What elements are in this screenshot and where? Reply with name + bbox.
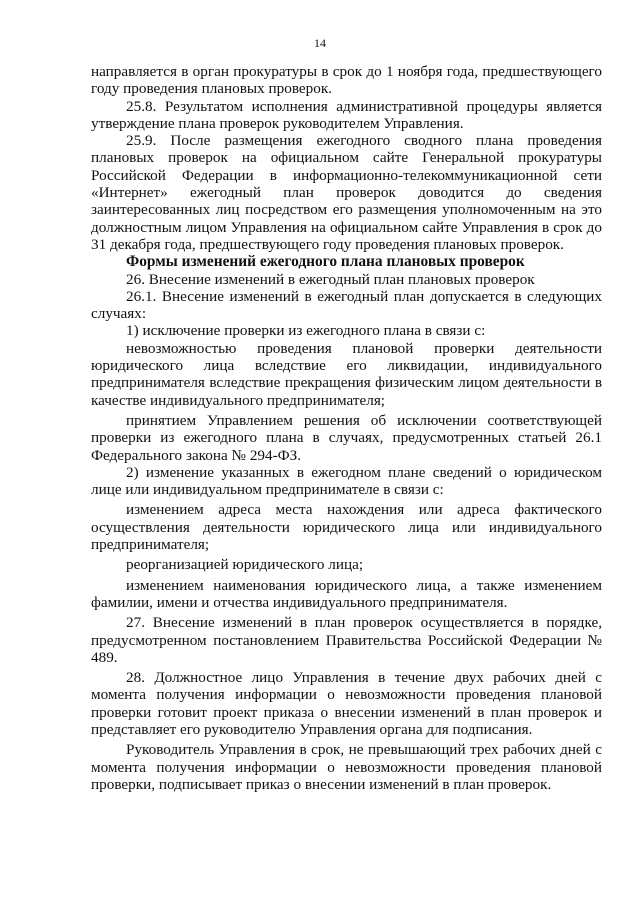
list-subitem-liquidation: невозможностью проведения плановой проверки деятельности юридического лица вследствие его ликвидации, индивидуального предпринимателя вследствие прекращения физическим лицом деятельности в качестве индивидуального предпринимателя;: [91, 339, 602, 409]
paragraph-27: 27. Внесение изменений в план проверок осуществляется в порядке, предусмотренном постановлением Правительства Российской Федерации № 489.: [91, 614, 602, 666]
list-item-2: 2) изменение указанных в ежегодном плане сведений о юридическом лице или индивидуальном предпринимателе в связи с:: [91, 463, 602, 499]
paragraph-25-9: 25.9. После размещения ежегодного сводного плана проведения плановых проверок на официальном сайте Генеральной прокуратуры Российской Федерации в информационно-телекоммуникационной сети «Интернет» ежегодный план проверок доводится до сведения заинтересованных лиц посредством его размещения уполномоченным на это должностным лицом Управления на официальном сайте Управления в срок до 31 декабря года, предшествующего году проведения плановых проверок.: [91, 132, 602, 253]
paragraph-26: 26. Внесение изменений в ежегодный план плановых проверок: [126, 270, 535, 288]
section-heading: Формы изменений ежегодного плана плановых проверок: [126, 253, 525, 271]
list-subitem-exclusion-decision: принятием Управлением решения об исключении соответствующей проверки из ежегодного плана в случаях, предусмотренных статьей 26.1 Федерального закона № 294-ФЗ.: [91, 411, 602, 464]
page-number: 14: [314, 36, 326, 50]
list-item-1: 1) исключение проверки из ежегодного плана в связи с:: [126, 322, 486, 340]
paragraph-25-8: 25.8. Результатом исполнения административной процедуры является утверждение плана проверок руководителем Управления.: [91, 97, 602, 132]
paragraph-28: 28. Должностное лицо Управления в течение двух рабочих дней с момента получения информации о невозможности проведения плановой проверки готовит проект приказа о внесении изменений в план проверок и представляет его руководителю Управления органа для подписания.: [91, 669, 602, 738]
list-subitem-reorganization: реорганизацией юридического лица;: [126, 556, 364, 574]
list-subitem-address-change: изменением адреса места нахождения или адреса фактического осуществления деятельности юридического лица или индивидуального предпринимателя;: [91, 501, 602, 554]
paragraph-head-signature: Руководитель Управления в срок, не превышающий трех рабочих дней с момента получения информации о невозможности проведения плановой проверки, подписывает приказ о внесении изменений в план проверок.: [91, 741, 602, 793]
paragraph-26-1: 26.1. Внесение изменений в ежегодный план допускается в следующих случаях:: [91, 287, 602, 323]
document-body: [91, 63, 602, 793]
list-subitem-name-change: изменением наименования юридического лица, а также изменением фамилии, имени и отчества индивидуального предпринимателя.: [91, 576, 602, 611]
paragraph-continuation: направляется в орган прокуратуры в срок до 1 ноября года, предшествующего году проведения плановых проверок.: [91, 63, 602, 98]
